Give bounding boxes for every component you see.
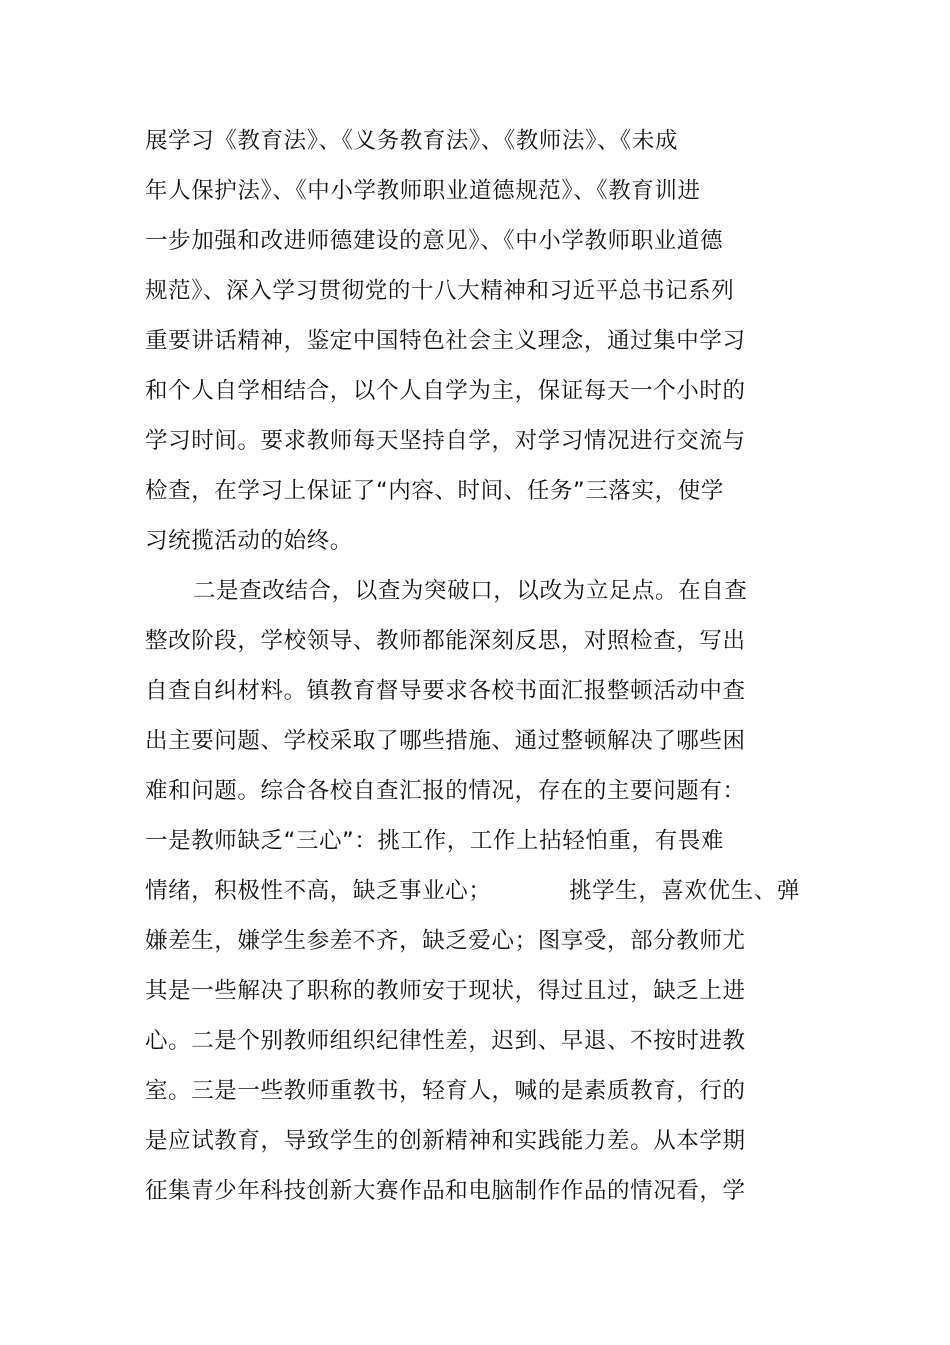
text-line: 检查，在学习上保证了“内容、时间、任务”三落实，使学 [145,478,724,504]
text-line: 重要讲话精神，鉴定中国特色社会主义理念，通过集中学习 [145,328,746,354]
text-line: 展学习《教育法》、《义务教育法》、《教师法》、《未成 [145,128,679,154]
paragraph-first-line: 二是查改结合，以查为突破口，以改为立足点。在自查 [193,578,748,604]
text-line: 自查自纠材料。镇教育督导要求各校书面汇报整顿活动中查 [145,678,746,704]
text-line: 征集青少年科技创新大赛作品和电脑制作作品的情况看，学 [145,1178,746,1204]
text-line: 一步加强和改进师德建设的意见》、《中小学教师职业道德 [145,228,724,254]
text-line: 难和问题。综合各校自查汇报的情况，存在的主要问题有： [145,778,746,804]
text-line: 学习时间。要求教师每天坚持自学，对学习情况进行交流与 [145,428,746,454]
text-line: 整改阶段，学校领导、教师都能深刻反思，对照检查，写出 [145,628,746,654]
text-line: 年人保护法》、《中小学教师职业道德规范》、《教育训进 [145,178,701,204]
text-line: 心。二是个别教师组织纪律性差，迟到、早退、不按时进教 [145,1028,746,1054]
text-line: 是应试教育，导致学生的创新精神和实践能力差。从本学期 [145,1128,746,1154]
text-line: 和个人自学相结合，以个人自学为主，保证每天一个小时的 [145,378,746,404]
text-line: 习统揽活动的始终。 [145,528,353,554]
text-line: 嫌差生，嫌学生参差不齐，缺乏爱心；图享受，部分教师尤 [145,928,746,954]
text-line: 一是教师缺乏“三心”：挑工作，工作上拈轻怕重，有畏难 [145,828,724,854]
text-line: 出主要问题、学校采取了哪些措施、通过整顿解决了哪些困 [145,728,746,754]
text-line: 其是一些解决了职称的教师安于现状，得过且过，缺乏上进 [145,978,746,1004]
text-line: 情绪，积极性不高，缺乏事业心； 挑学生，喜欢优生、弹 [145,878,801,904]
text-line: 室。三是一些教师重教书，轻育人，喊的是素质教育，行的 [145,1078,746,1104]
text-line: 规范》、深入学习贯彻党的十八大精神和习近平总书记系列 [145,278,735,304]
